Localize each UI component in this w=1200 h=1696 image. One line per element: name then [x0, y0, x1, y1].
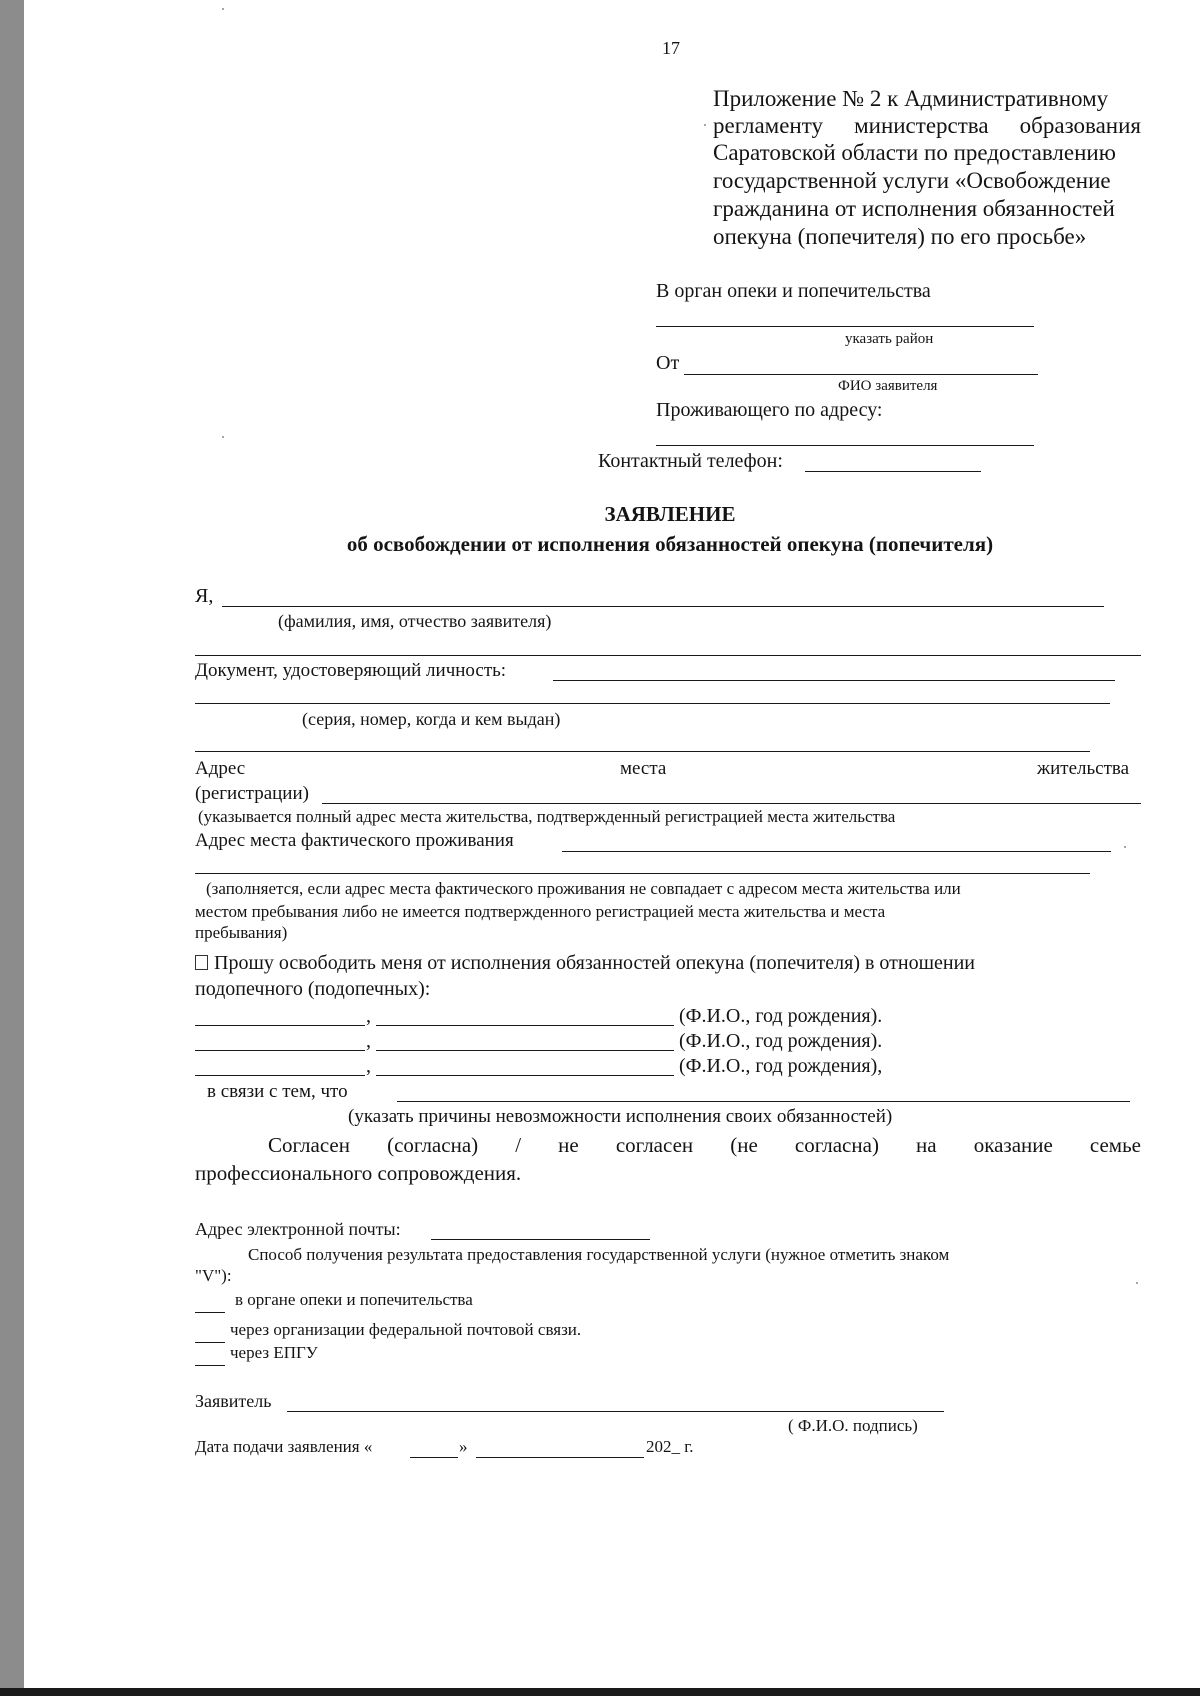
date-year: 202_ г.: [646, 1437, 694, 1456]
method-line: Способ получения результата предоставления государственной услуги (нужное отметить знаком: [248, 1245, 950, 1264]
appendix-line: опекуна (попечителя) по его просьбе»: [713, 224, 1087, 249]
consent-word: /: [515, 1133, 522, 1157]
consent-word: оказание: [973, 1133, 1053, 1157]
ward-field-2b[interactable]: [376, 1050, 674, 1051]
address-word: жительства: [1037, 758, 1130, 779]
fio-hint: (фамилия, имя, отчество заявителя): [278, 611, 552, 631]
page-bottom-border: [0, 1688, 1200, 1696]
consent-word: согласен: [615, 1133, 694, 1157]
request-checkbox[interactable]: [195, 955, 208, 970]
phone-field[interactable]: [805, 471, 981, 472]
method-option: через организации федеральной почтовой связи.: [230, 1320, 582, 1339]
email-field[interactable]: [431, 1239, 650, 1240]
ward-field-3a[interactable]: [195, 1075, 365, 1076]
ward-comma: ,: [366, 1055, 371, 1077]
method-mark-field-2[interactable]: [195, 1342, 225, 1343]
consent-word: семье: [1089, 1133, 1141, 1157]
method-option: через ЕПГУ: [230, 1343, 318, 1362]
appendix-word: министерства: [854, 113, 989, 138]
consent-line: профессионального сопровождения.: [195, 1161, 522, 1185]
document-subtitle: об освобождении от исполнения обязанностей опекуна (попечителя): [346, 532, 994, 556]
scan-dust: [704, 124, 706, 126]
document-continuation-field[interactable]: [195, 703, 1110, 704]
ward-comma: ,: [366, 1005, 371, 1027]
residence-field[interactable]: [656, 445, 1034, 446]
document-hint: (серия, номер, когда и кем выдан): [302, 709, 561, 729]
appendix-line: [713, 113, 1141, 139]
consent-word: согласна): [794, 1133, 879, 1157]
appendix-word: регламенту: [713, 113, 823, 138]
date-label: Дата подачи заявления «: [195, 1437, 373, 1456]
request-text: Прошу освободить меня от исполнения обязанностей опекуна (попечителя) в отношении: [214, 952, 975, 974]
reason-label: в связи с тем, что: [207, 1081, 348, 1102]
request-line: подопечного (подопечных):: [195, 978, 431, 1000]
applicant-fio-field[interactable]: [684, 374, 1038, 375]
date-day-field[interactable]: [410, 1457, 458, 1458]
method-mark-field-1[interactable]: [195, 1312, 225, 1313]
ward-field-1a[interactable]: [195, 1025, 365, 1026]
page-number: 17: [662, 38, 680, 58]
page-left-border: [0, 0, 24, 1696]
actual-address-hint: местом пребывания либо не имеется подтвержденного регистрацией места жительства и места: [195, 902, 886, 921]
appendix-line: Приложение № 2 к Административному: [713, 86, 1109, 111]
consent-word: не: [558, 1133, 579, 1157]
district-field[interactable]: [656, 326, 1034, 327]
method-mark-field-3[interactable]: [195, 1365, 225, 1366]
residence-label: Проживающего по адресу:: [656, 399, 883, 421]
applicant-name-field[interactable]: [222, 606, 1104, 607]
registration-label: (регистрации): [195, 783, 309, 804]
document-field[interactable]: [553, 680, 1115, 681]
registration-hint: (указывается полный адрес места жительства, подтвержденный регистрацией места жительства: [198, 807, 896, 826]
applicant-label: Заявитель: [195, 1391, 272, 1411]
i-label: Я,: [195, 585, 214, 607]
ward-field-1b[interactable]: [376, 1025, 674, 1026]
ward-hint: (Ф.И.О., год рождения),: [679, 1055, 883, 1077]
appendix-line: гражданина от исполнения обязанностей: [713, 196, 1115, 221]
document-extra-field[interactable]: [195, 751, 1090, 752]
method-line: "V"):: [195, 1266, 232, 1285]
actual-address-hint: пребывания): [195, 923, 288, 942]
district-hint: указать район: [845, 331, 934, 347]
ward-hint: (Ф.И.О., год рождения).: [679, 1030, 883, 1052]
date-month-field[interactable]: [476, 1457, 644, 1458]
scan-dust: [222, 436, 224, 438]
document-title: ЗАЯВЛЕНИЕ: [604, 502, 736, 526]
applicant-name-continuation-field[interactable]: [195, 655, 1141, 656]
appendix-word: образования: [1019, 113, 1141, 138]
phone-label: Контактный телефон:: [598, 450, 783, 472]
consent-word: Согласен: [268, 1133, 350, 1157]
signature-hint: ( Ф.И.О. подпись): [788, 1416, 918, 1435]
method-option: в органе опеки и попечительства: [235, 1290, 473, 1309]
from-label: От: [656, 352, 680, 374]
consent-word: на: [916, 1133, 937, 1157]
fio-hint: ФИО заявителя: [838, 378, 938, 394]
consent-word: (согласна): [387, 1133, 479, 1157]
consent-word: (не: [730, 1133, 758, 1157]
document-label: Документ, удостоверяющий личность:: [195, 660, 507, 681]
actual-address-label: Адрес места фактического проживания: [195, 830, 514, 851]
applicant-signature-field[interactable]: [287, 1411, 944, 1412]
scan-dust: [1124, 846, 1126, 848]
address-word: места: [620, 758, 667, 779]
ward-hint: (Ф.И.О., год рождения).: [679, 1005, 883, 1027]
scan-dust: [222, 8, 224, 10]
date-close-quote: »: [459, 1437, 468, 1456]
reason-hint: (указать причины невозможности исполнения своих обязанностей): [348, 1106, 893, 1127]
ward-field-3b[interactable]: [376, 1075, 674, 1076]
email-label: Адрес электронной почты:: [195, 1219, 401, 1239]
request-line: [195, 952, 975, 975]
appendix-line: Саратовской области по предоставлению: [713, 140, 1116, 165]
appendix-line: государственной услуги «Освобождение: [713, 168, 1111, 193]
actual-address-continuation-field[interactable]: [195, 873, 1090, 874]
reason-field[interactable]: [397, 1101, 1130, 1102]
scan-dust: [1136, 1282, 1138, 1284]
registration-address-field[interactable]: [322, 803, 1141, 804]
ward-field-2a[interactable]: [195, 1050, 365, 1051]
ward-comma: ,: [366, 1030, 371, 1052]
actual-address-hint: (заполняется, если адрес места фактического проживания не совпадает с адресом места жительства или: [206, 879, 961, 898]
address-word: Адрес: [195, 758, 246, 779]
actual-address-field[interactable]: [562, 851, 1111, 852]
consent-line: [268, 1133, 1141, 1158]
to-organ-label: В орган опеки и попечительства: [656, 280, 931, 302]
